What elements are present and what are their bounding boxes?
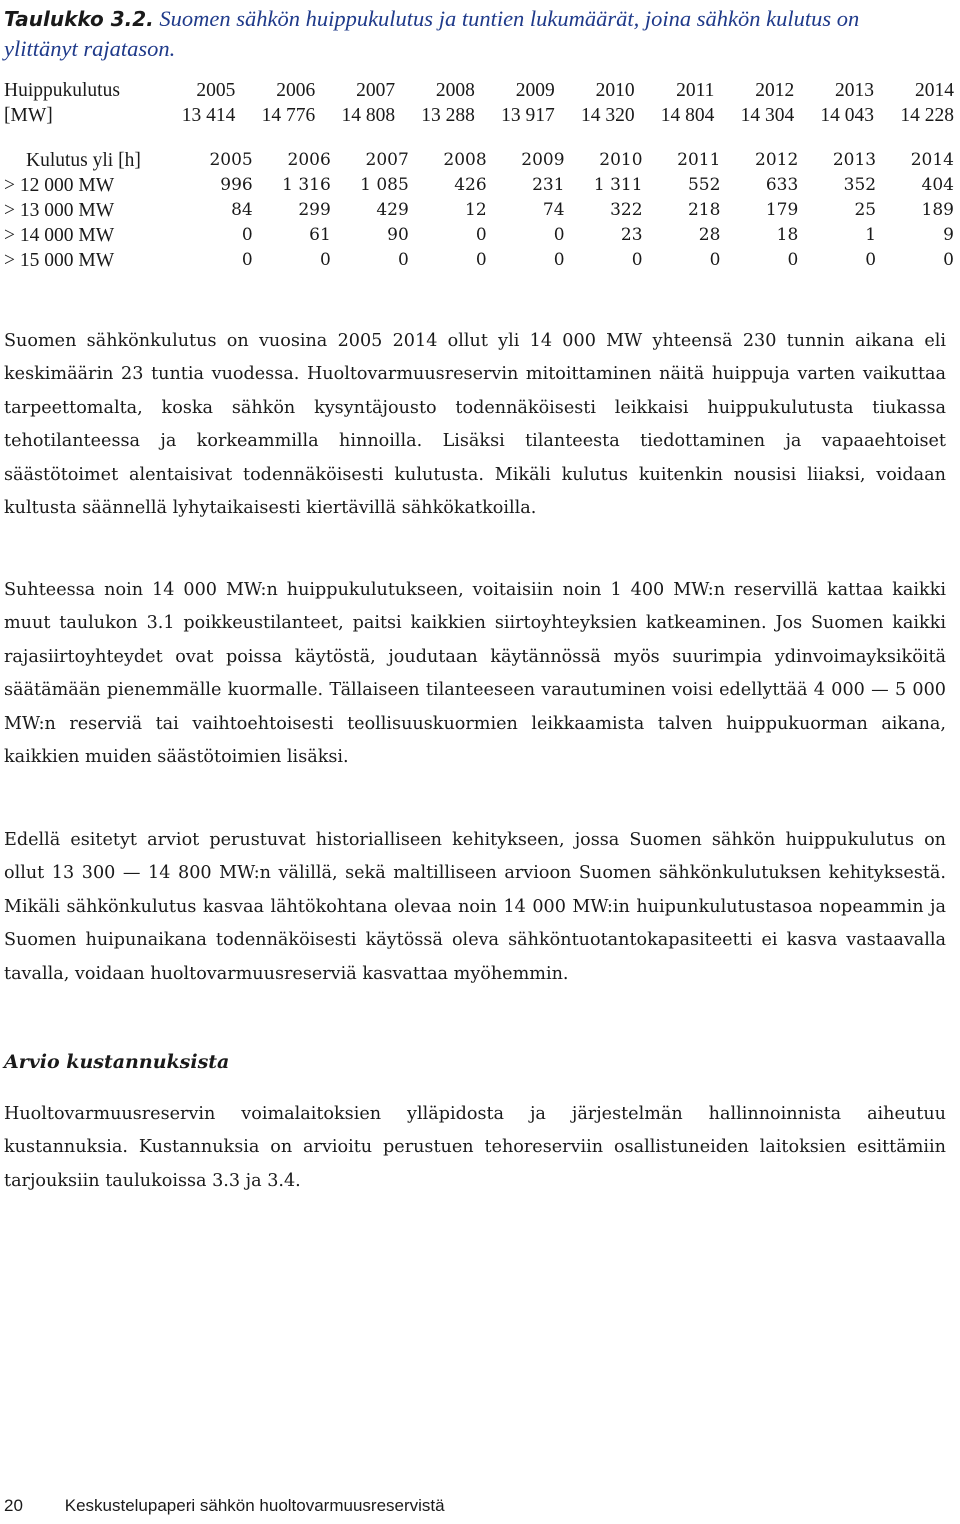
value-cell: 352 [843,175,877,195]
value-cell: 28 [698,225,721,245]
year-cell: 2012 [755,150,799,170]
body-paragraph: Suhteessa noin 14 000 MW:n huippukulutukseen, voitaisiin noin 1 400 MW:n reservillä kattaa kaikki muut taulukon 3.1 poikkeustilanteet, paitsi kaikkien siirtoyhteyksien katkeaminen. Jos Suomen kaikki rajasiirtoyhteydet ovat poissa käytöstä, joudutaan käytännössä myös suurimpia ydinvoimayksiköitä säätämään pienemmälle kuormalle. Tällaiseen tilanteeseen varautuminen voisi edellyttää 4 000 — 5 000 MW:n reserviä tai vaihtoehtoisesti teollisuuskuormien leikkaamista talven huippukuorman aikana, kaikkien muiden säästötoimien lisäksi. [4,580,946,768]
value-cell: 14 320 [580,105,635,126]
value-cell: 0 [865,250,877,270]
value-cell: 996 [220,175,253,195]
value-cell: 552 [687,175,721,195]
row-header: > 15 000 MW [4,250,115,271]
value-cell: 0 [397,250,409,270]
value-cell: 1 [865,225,877,245]
value-cell: 0 [241,225,253,245]
value-cell: 84 [231,200,253,220]
peak-consumption-table [4,78,954,128]
year-cell: 2011 [677,150,721,170]
year-cell: 2007 [356,80,396,101]
value-cell: 179 [765,200,799,220]
year-cell: 2005 [209,150,253,170]
row-header: > 12 000 MW [4,175,115,196]
caption-text: Suomen sähkön huippukulutus ja tuntien lukumäärät, joina sähkön kulutus on ylittänyt rajatason. [4,6,860,61]
body-paragraph: Edellä esitetyt arviot perustuvat historialliseen kehitykseen, jossa Suomen sähkön huippukulutus on ollut 13 300 — 14 800 MW:n välillä, sekä maltilliseen arvioon Suomen sähkönkulutuksen kehityksestä. Mikäli sähkönkulutus kasvaa lähtökohtana olevaa noin 14 000 MW:in huipunkulutustasoa nopeammin ja Suomen huipunaikana todennäköisesti käytössä oleva sähköntuotantokapasiteetti ei kasva vastaavalla tavalla, voidaan huoltovarmuusreserviä kasvattaa myöhemmin. [4,830,946,984]
year-cell: 2013 [832,150,877,170]
page-number: 20 [4,1496,23,1515]
value-cell: 0 [319,250,331,270]
page-footer [4,1496,445,1516]
value-cell: 218 [687,200,721,220]
table-row [4,248,954,273]
value-cell: 0 [553,250,565,270]
row-header: > 14 000 MW [4,225,115,246]
value-cell: 13 288 [421,105,475,126]
table-row [4,103,954,128]
value-cell: 13 414 [181,105,236,126]
value-cell: 429 [376,200,409,220]
value-cell: 189 [921,200,954,220]
value-cell: 25 [854,200,877,220]
value-cell: 231 [532,175,565,195]
value-cell: 14 228 [900,105,954,126]
value-cell: 18 [776,225,799,245]
body-paragraph: Huoltovarmuusreservin voimalaitoksien ylläpidosta ja järjestelmän hallinnoinnista aiheutuu kustannuksia. Kustannuksia on arvioitu perustuen tehoreserviin osallistuneiden laitoksien esittämiin tarjouksiin taulukoissa 3.3 ja 3.4. [4,1104,946,1191]
year-cell: 2014 [915,80,954,101]
value-cell: 74 [542,200,565,220]
value-cell: 61 [309,225,331,245]
section-heading: Arvio kustannuksista [4,1051,230,1073]
table-header-row [4,148,954,173]
value-cell: 633 [765,175,799,195]
caption-label: Taulukko 3.2. [4,7,154,31]
hours-over-threshold-table [4,148,954,273]
value-cell: 404 [921,175,954,195]
year-cell: 2011 [676,80,715,101]
year-cell: 2010 [595,80,635,101]
value-cell: 0 [241,250,253,270]
value-cell: 0 [475,225,487,245]
table-row [4,173,954,198]
value-cell: 13 917 [501,105,555,126]
row-header: Kulutus yli [h] [26,150,141,171]
value-cell: 14 804 [660,105,715,126]
value-cell: 9 [943,225,954,245]
value-cell: 90 [387,225,409,245]
table-row [4,198,954,223]
value-cell: 1 085 [360,175,409,195]
value-cell: 14 776 [261,105,316,126]
value-cell: 0 [631,250,643,270]
value-cell: 14 304 [740,105,795,126]
value-cell: 14 043 [820,105,875,126]
value-cell: 0 [709,250,721,270]
value-cell: 0 [553,225,565,245]
value-cell: 322 [610,200,643,220]
value-cell: 0 [475,250,487,270]
table-row [4,78,954,103]
year-cell: 2008 [435,80,475,101]
value-cell: 0 [943,250,954,270]
year-cell: 2012 [755,80,795,101]
value-cell: 426 [454,175,487,195]
table-caption [4,4,934,63]
year-cell: 2014 [910,150,954,170]
year-cell: 2010 [599,150,643,170]
value-cell: 23 [620,225,643,245]
value-cell: 1 311 [593,175,643,195]
value-cell: 0 [787,250,799,270]
row-header: > 13 000 MW [4,200,115,221]
year-cell: 2007 [365,150,409,170]
footer-title: Keskustelupaperi sähkön huoltovarmuusreservistä [64,1496,445,1515]
year-cell: 2013 [835,80,875,101]
body-paragraph: Suomen sähkönkulutus on vuosina 2005 2014 ollut yli 14 000 MW yhteensä 230 tunnin aikana eli keskimäärin 23 tuntia vuodessa. Huoltovarmuusreservin mitoittaminen näitä huippuja varten vaikuttaa tarpeettomalta, koska sähkön kysyntäjousto todennäköisesti leikkaisi huippukulutusta tiukassa tehotilanteessa ja korkeammilla hinnoilla. Lisäksi tilanteesta tiedottaminen ja vapaaehtoiset säästötoimet alentaisivat todennäköisesti kulutusta. Mikäli kulutus kuitenkin nousisi liiaksi, voidaan kultusta säännellä lyhytaikaisesti kiertävillä sähkökatkoilla. [4,331,946,519]
year-cell: 2009 [515,80,555,101]
value-cell: 1 316 [282,175,331,195]
table-row [4,223,954,248]
year-cell: 2008 [443,150,487,170]
year-cell: 2009 [521,150,565,170]
year-cell: 2006 [287,150,331,170]
row-header: [MW] [4,105,53,126]
value-cell: 299 [298,200,331,220]
year-cell: 2006 [276,80,316,101]
row-header: Huippukulutus [4,80,120,101]
value-cell: 12 [465,200,487,220]
value-cell: 14 808 [341,105,396,126]
year-cell: 2005 [196,80,236,101]
